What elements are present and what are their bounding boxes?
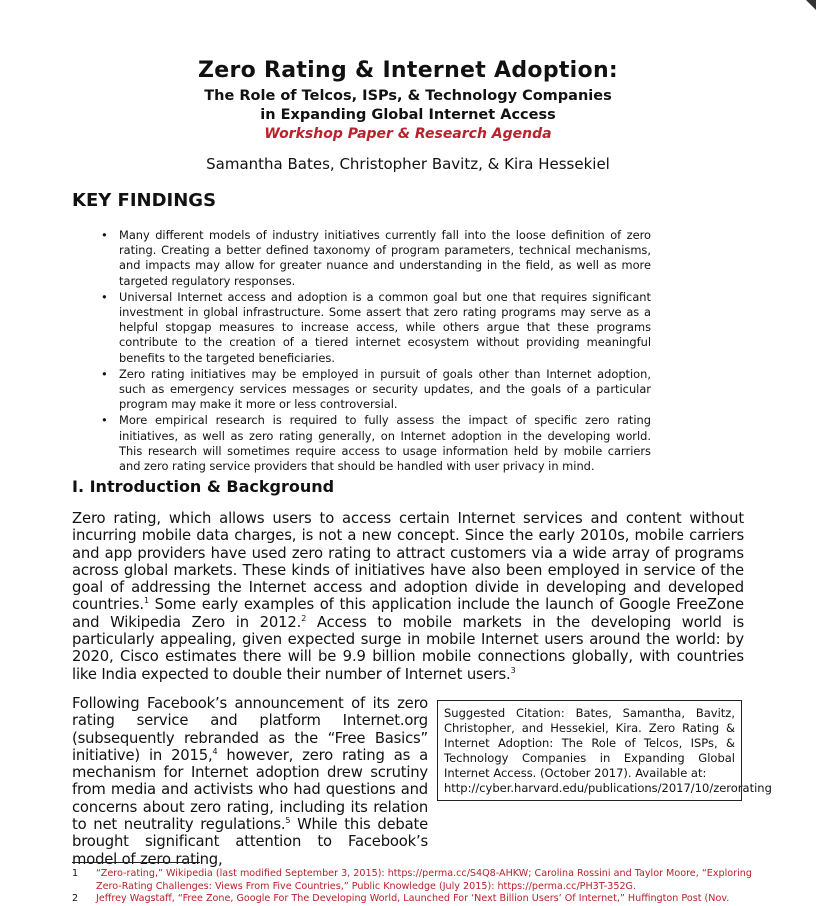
bullet-icon: • — [101, 228, 108, 242]
intro-paragraph: Zero rating, which allows users to access certain Internet services and content without incurring mobile data charges, is not a new concept. Since the early 2010s, mobile carriers and app providers have used zero rating to attract customers via a wide array of programs across global markets. These kinds of initiatives have also been employed in service of the goal of addressing the Internet access and adoption divide in developing and developed countries.$^1$ Some early examples of this application include the launch of Google FreeZone and Wikipedia Zero in 2012.$^2$ Access to mobile markets in the developing world is particularly appealing, given expected surge in mobile Internet users around the world: by 2020, Cisco estimates there will be 9.9 billion mobile connections globally, with countries like India expected to double their number of Internet users.$^3$ — [72, 510, 745, 683]
footnote — [72, 893, 752, 906]
footnote — [72, 868, 752, 893]
suggested-citation-box — [437, 700, 772, 801]
footnote-ref: 2 — [301, 613, 307, 623]
citation-text: Suggested Citation: Bates, Samantha, Bavitz, Christopher, and Hessekiel, Kira. Zero Rating & Internet Adoption: The Role of Telcos, ISPs, & Technology Companies in Expanding Global Internet Access. (October 2017). Available at: — [444, 706, 735, 780]
bullet-icon: • — [101, 366, 108, 381]
footnote-ref: 5 — [285, 816, 291, 826]
footnote-number: 1 — [72, 868, 79, 879]
authors: Samantha Bates, Christopher Bavitz, & Kira Hessekiel — [206, 155, 610, 173]
key-finding-item: • Many different models of industry initiatives currently fall into the loose definition of zero rating. Creating a better defined taxonomy of program parameters, technical mechanisms, and impacts may allow for greater nuance and understanding in the field, as well as more targeted regulatory responses. — [101, 228, 651, 288]
paper-type: Workshop Paper & Research Agenda — [264, 126, 552, 142]
section-heading: I. Introduction & Background — [72, 477, 335, 496]
paper-subtitle-line2: in Expanding Global Internet Access — [260, 107, 556, 123]
key-findings-heading: KEY FINDINGS — [72, 190, 217, 211]
paper-title: Zero Rating & Internet Adoption: — [197, 58, 618, 83]
key-finding-item: • Zero rating initiatives may be employed in pursuit of goals other than Internet adoption, such as emergency services messages or security updates, and the goals of a particular program may make it more or less controversial. — [101, 366, 651, 412]
footnote-text: “Zero-rating,” Wikipedia (last modified September 3, 2015): https://perma.cc/S4Q8-AHKW; Carolina Rossini and Taylor Moore, “Exploring Zero-Rating Challenges: Views From Five Countries,” Public Knowledge (July 2015): https://perma.cc/PH3T-352G. — [96, 868, 752, 892]
second-paragraph: Following Facebook’s announcement of its zero rating service and platform Internet.org (subsequently rebranded as the “Free Basics” initiative) in 2015,$^4$ however, zero rating as a mechanism for Internet adoption drew scrutiny from media and activists who had questions and concerns about zero rating, including its relation to net neutrality regulations.$^5$ While this debate brought significant attention to Facebook’s model of zero rating, — [72, 695, 428, 868]
page-corner-mark — [806, 0, 816, 10]
footnote-ref: 1 — [143, 596, 149, 606]
footnote-divider — [72, 862, 200, 863]
key-finding-item: • More empirical research is required to fully assess the impact of specific zero rating initiatives, as well as zero rating generally, on Internet adoption in the developing world. This research will sometimes require access to usage information held by mobile carriers and zero rating service providers that should be handled with user privacy in mind. — [101, 413, 651, 474]
paper-subtitle-line1: The Role of Telcos, ISPs, & Technology Companies — [204, 88, 612, 104]
footnote-ref: 3 — [510, 665, 516, 675]
title-block — [0, 58, 816, 142]
key-finding-item: • Universal Internet access and adoption is a common goal but one that requires significant investment in global infrastructure. Some assert that zero rating programs may serve as a helpful stopgap measures to increase access, while others argue that these programs contribute to the creation of a tiered internet ecosystem without providing meaningful benefits to the targeted beneficiaries. — [101, 289, 651, 365]
bullet-icon: • — [101, 289, 108, 304]
footnote-number: 2 — [72, 893, 79, 904]
citation-url[interactable]: http://cyber.harvard.edu/publications/2017/10/zerorating — [444, 781, 772, 795]
footnote-ref: 4 — [212, 746, 218, 756]
key-findings-list — [101, 228, 651, 475]
footnote-text: Jeffrey Wagstaff, “Free Zone, Google For The Developing World, Launched For ‘Next Billion Users’ Of Internet,” Huffington Post (Nov. — [96, 893, 730, 904]
bullet-icon: • — [101, 413, 108, 428]
